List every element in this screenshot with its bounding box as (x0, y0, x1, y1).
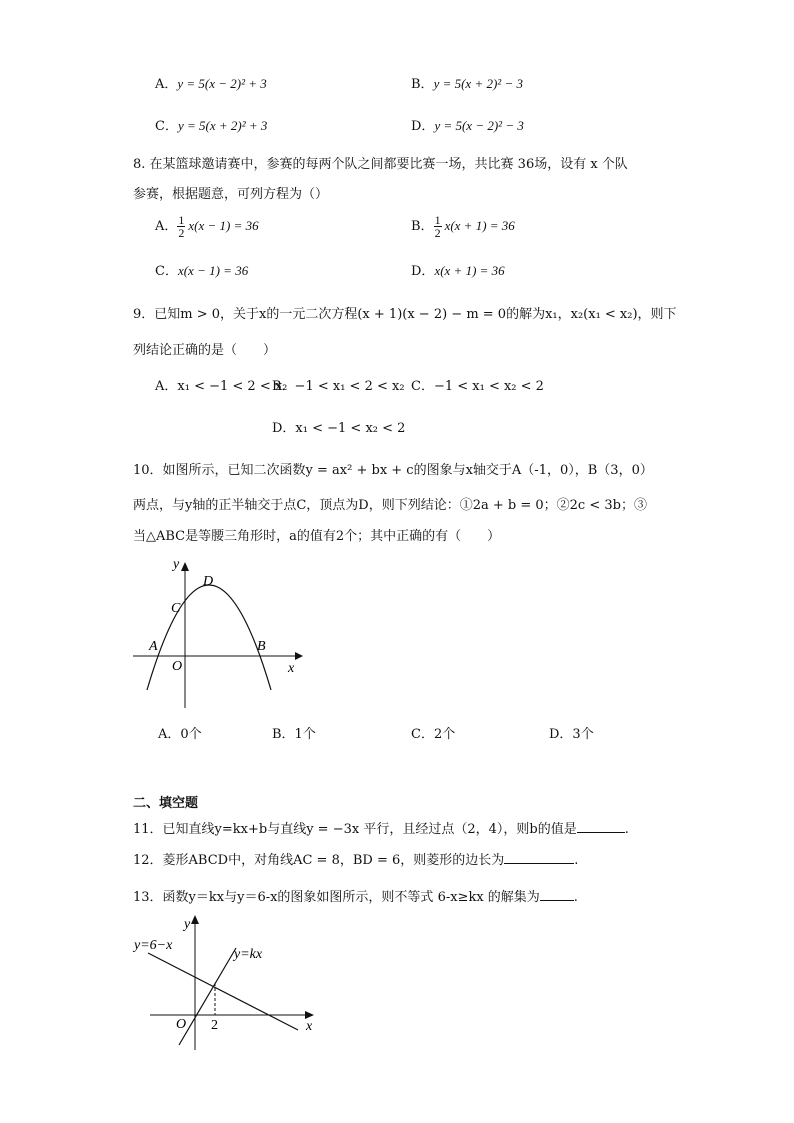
point-a-label: A (149, 639, 158, 654)
section-title-fill-in: 二、填空题 (133, 796, 199, 811)
origin-label: O (172, 659, 183, 674)
q8-stem-line1: 8. 在某篮球邀请赛中，参赛的每两个队之间都要比赛一场，共比赛 36场，设有 x 个队 (133, 157, 628, 172)
q8-option-d (411, 260, 505, 279)
fraction (177, 214, 185, 239)
q10-option-c: C．2个 (411, 727, 456, 742)
option-letter: D． (411, 119, 435, 134)
y-axis-label: y (184, 917, 191, 932)
option-equation: x(x − 1) = 36 (177, 263, 249, 278)
q9-stem-line2: 列结论正确的是（ ） (133, 343, 277, 358)
q9-option-d: D．x₁ < −1 < x₂ < 2 (272, 421, 406, 436)
parabola-curve (147, 585, 271, 690)
q7-option-d (411, 115, 524, 134)
q10-option-a: A．0个 (158, 727, 202, 742)
q10-parabola-graph (125, 550, 315, 715)
option-letter: C． (155, 119, 178, 134)
option-letter: D． (411, 264, 435, 279)
q9-option-c: C．−1 < x₁ < x₂ < 2 (411, 379, 544, 394)
option-equation: y = 5(x + 2)² − 3 (433, 76, 523, 91)
origin-label: O (176, 1017, 187, 1032)
fraction-numerator: 1 (178, 213, 185, 227)
q10-stem-line3: 当△ABC是等腰三角形时，a的值有2个；其中正确的有（ ） (133, 529, 501, 544)
q10-stem-line1: 10．如图所示，已知二次函数y = ax² + bx + c的图象与x轴交于A（-1，0），B（3，0） (133, 463, 653, 478)
fraction-denominator: 2 (434, 226, 441, 240)
x-axis-arrow-icon (295, 652, 303, 660)
point-c-label: C (171, 601, 181, 616)
q10-stem-line2: 两点，与y轴的正半轴交于点C，顶点为D，则下列结论：①2a + b = 0；②2c < 3b；③ (133, 498, 647, 513)
option-equation: y = 5(x − 2)² + 3 (177, 76, 267, 91)
q12 (133, 849, 578, 868)
x-axis-label: x (306, 1019, 313, 1034)
q13-end: . (573, 890, 578, 905)
q11 (133, 818, 629, 837)
q9-option-b: B．−1 < x₁ < 2 < x₂ (272, 379, 405, 394)
q11-end: . (624, 822, 629, 837)
line-six-minus-x-label: y=6−x (134, 938, 173, 953)
q13-linear-graph (128, 910, 328, 1055)
q13 (133, 886, 578, 905)
q7-option-a (155, 73, 267, 92)
option-letter: B． (411, 219, 434, 234)
point-d-label: D (203, 574, 214, 589)
q11-text: 11．已知直线y=kx+b与直线y = −3x 平行，且经过点（2，4），则b的值是 (133, 822, 577, 837)
q13-text: 13．函数y＝kx与y＝6-x的图象如图所示，则不等式 6-x≥kx 的解集为 (133, 890, 540, 905)
option-letter: C． (155, 264, 178, 279)
q7-option-c (155, 115, 267, 134)
answer-blank (504, 851, 574, 864)
y-axis-label: y (173, 557, 180, 572)
line-kx (179, 948, 236, 1045)
x-axis-arrow-icon (305, 1011, 314, 1019)
answer-blank (540, 888, 574, 901)
y-axis-arrow-icon (181, 562, 189, 571)
line-kx-label: y=kx (234, 947, 263, 962)
q7-option-b (411, 73, 523, 92)
fraction-denominator: 2 (178, 226, 185, 240)
option-letter: A． (155, 219, 178, 234)
answer-blank (577, 820, 625, 833)
q8-option-c (155, 260, 248, 279)
q8-option-a (155, 214, 259, 239)
x-axis-label: x (288, 661, 295, 676)
q10-option-d: D．3个 (549, 727, 594, 742)
q8-option-b (411, 214, 515, 239)
q9-option-a: A．x₁ < −1 < 2 < x₂ (155, 379, 288, 394)
option-equation: x(x + 1) = 36 (444, 218, 515, 233)
q9-stem-line1: 9．已知m > 0，关于x的一元二次方程(x + 1)(x − 2) − m = 0的解为x₁，x₂(x₁ < x₂)，则下 (133, 307, 677, 322)
q12-text: 12．菱形ABCD中，对角线AC = 8，BD = 6，则菱形的边长为 (133, 853, 505, 868)
option-equation: y = 5(x + 2)² + 3 (177, 118, 268, 133)
q8-stem-line2: 参赛，根据题意，可列方程为（） (133, 187, 329, 202)
option-equation: x(x + 1) = 36 (434, 263, 505, 278)
option-letter: B． (411, 77, 434, 92)
tick-label-2: 2 (211, 1018, 218, 1033)
q12-end: . (574, 853, 579, 868)
point-b-label: B (257, 639, 266, 654)
option-equation: x(x − 1) = 36 (188, 218, 259, 233)
y-axis-arrow-icon (191, 915, 199, 924)
option-letter: A． (155, 77, 178, 92)
fraction (434, 214, 442, 239)
fraction-numerator: 1 (434, 213, 441, 227)
q10-option-b: B．1个 (272, 727, 316, 742)
line-six-minus-x (148, 953, 298, 1030)
option-equation: y = 5(x − 2)² − 3 (434, 118, 524, 133)
